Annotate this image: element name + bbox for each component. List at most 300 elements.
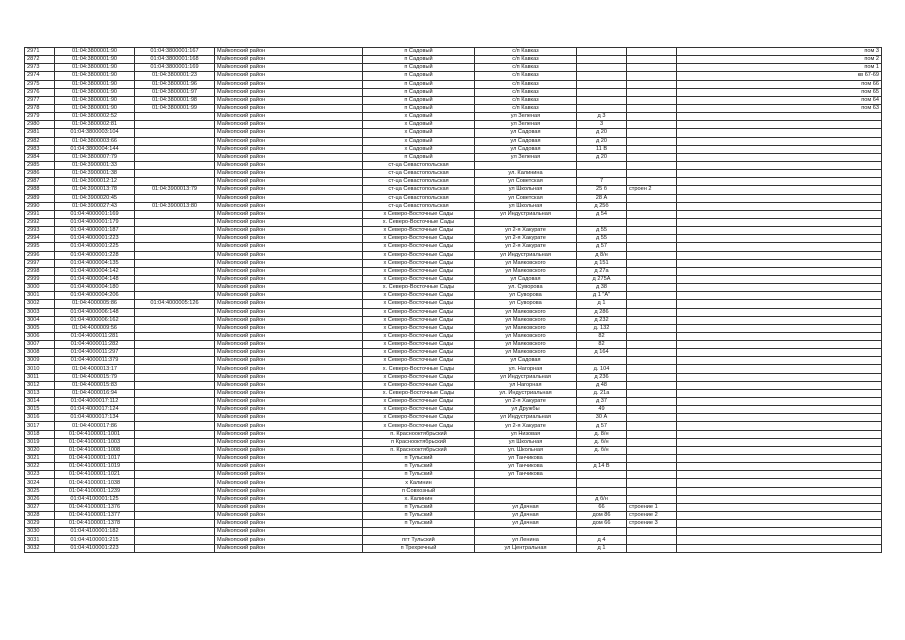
table-cell: Майкопский район (215, 194, 363, 202)
table-cell: х Северо-Восточные Сады (363, 259, 475, 267)
table-cell: Майкопский район (215, 170, 363, 178)
table-cell (135, 161, 215, 169)
table-cell: Майкопский район (215, 512, 363, 520)
table-cell: 2974 (25, 72, 55, 80)
table-cell (627, 235, 677, 243)
table-cell (677, 153, 882, 161)
table-cell: 01:04:3800001:168 (135, 56, 215, 64)
table-cell (475, 479, 577, 487)
table-cell: ул Танчикова (475, 471, 577, 479)
table-cell (627, 210, 677, 218)
table-cell: 2984 (25, 153, 55, 161)
table-cell: ст-ца Севастопольская (363, 161, 475, 169)
table-cell: п. Краснооктябрьский (363, 446, 475, 454)
table-cell (677, 503, 882, 511)
table-cell: ул Маяковского (475, 308, 577, 316)
table-cell (677, 471, 882, 479)
table-cell: 3 (577, 121, 627, 129)
table-cell: 2990 (25, 202, 55, 210)
table-cell: Майкопский район (215, 178, 363, 186)
table-cell: 01:04:4000006:148 (55, 308, 135, 316)
table-cell (135, 267, 215, 275)
table-cell: 3025 (25, 487, 55, 495)
table-cell: х. Северо-Восточные Сады (363, 218, 475, 226)
table-cell (677, 487, 882, 495)
table-cell (677, 544, 882, 552)
table-cell: п Садовый (363, 64, 475, 72)
table-cell (135, 121, 215, 129)
table-cell: с/п Кавказ (475, 88, 577, 96)
table-cell: ст-ца Севастопольская (363, 178, 475, 186)
table-cell: п Тульский (363, 463, 475, 471)
table-cell (135, 324, 215, 332)
table-cell: 2991 (25, 210, 55, 218)
table-cell: 01:04:3800001:90 (55, 56, 135, 64)
table-cell: 01:04:3800004:144 (55, 145, 135, 153)
table-cell (677, 194, 882, 202)
table-cell: 3009 (25, 357, 55, 365)
table-cell: Майкопский район (215, 235, 363, 243)
table-cell (627, 414, 677, 422)
table-cell (135, 292, 215, 300)
table-cell: Майкопский район (215, 104, 363, 112)
table-cell (627, 292, 677, 300)
table-cell (677, 316, 882, 324)
table-cell: Майкопский район (215, 210, 363, 218)
table-row (25, 251, 882, 259)
table-cell (627, 495, 677, 503)
table-cell: 2982 (25, 137, 55, 145)
table-cell: д 164 (577, 349, 627, 357)
data-table (24, 47, 882, 553)
table-cell (677, 438, 882, 446)
table-cell: 3023 (25, 471, 55, 479)
table-cell: д 232 (577, 316, 627, 324)
table-cell: ул 2-я Хакурате (475, 398, 577, 406)
table-cell: 01:04:3800007:79 (55, 153, 135, 161)
table-cell: п Садовый (363, 96, 475, 104)
table-cell (627, 72, 677, 80)
table-cell (627, 471, 677, 479)
table-cell (135, 113, 215, 121)
table-cell (677, 113, 882, 121)
table-cell (627, 324, 677, 332)
table-row (25, 406, 882, 414)
table-cell (677, 455, 882, 463)
table-cell: Майкопский район (215, 153, 363, 161)
table-cell (135, 178, 215, 186)
table-cell (627, 381, 677, 389)
table-cell: 01:04:4000017:134 (55, 414, 135, 422)
table-cell: х Садовый (363, 121, 475, 129)
table-cell (677, 414, 882, 422)
table-cell (627, 332, 677, 340)
table-row (25, 80, 882, 88)
table-cell: Майкопский район (215, 389, 363, 397)
table-cell: Майкопский район (215, 72, 363, 80)
table-row (25, 56, 882, 64)
table-cell: Майкопский район (215, 422, 363, 430)
table-cell: Майкопский район (215, 471, 363, 479)
table-cell (135, 243, 215, 251)
table-row (25, 259, 882, 267)
table-cell: Майкопский район (215, 275, 363, 283)
table-cell: ул Советская (475, 194, 577, 202)
table-cell: д 25б (577, 202, 627, 210)
table-cell: 01:04:4100001:223 (55, 544, 135, 552)
table-cell: 3019 (25, 438, 55, 446)
table-cell (677, 406, 882, 414)
table-cell: х Северо-Восточные Сады (363, 373, 475, 381)
table-cell: Майкопский район (215, 259, 363, 267)
table-cell: д 286 (577, 308, 627, 316)
table-cell (677, 357, 882, 365)
table-cell: кв 67-69 (677, 72, 882, 80)
table-cell: с/п Кавказ (475, 72, 577, 80)
table-cell: д 1 "А" (577, 292, 627, 300)
table-row (25, 414, 882, 422)
table-row (25, 292, 882, 300)
table-cell (677, 129, 882, 137)
table-cell: пом 65 (677, 88, 882, 96)
table-cell (577, 357, 627, 365)
table-cell: ул Дачная (475, 520, 577, 528)
table-cell: 2997 (25, 259, 55, 267)
table-cell: дом 66 (577, 520, 627, 528)
table-cell: ул Зеленая (475, 121, 577, 129)
table-row (25, 316, 882, 324)
table-cell: 01:04:3800001:96 (135, 80, 215, 88)
table-cell (627, 161, 677, 169)
table-cell: 01:04:3900013:78 (55, 186, 135, 194)
table-cell: 01:04:3800001:167 (135, 48, 215, 56)
table-cell: д 54 (577, 210, 627, 218)
table-cell: д 55 (577, 227, 627, 235)
table-cell: Майкопский район (215, 520, 363, 528)
table-cell: х Северо-Восточные Сады (363, 341, 475, 349)
table-row (25, 308, 882, 316)
table-cell: Майкопский район (215, 455, 363, 463)
table-row (25, 479, 882, 487)
table-cell: х Северо-Восточные Сады (363, 422, 475, 430)
table-cell (677, 227, 882, 235)
table-row (25, 357, 882, 365)
table-cell (677, 381, 882, 389)
table-cell: д. б/н (577, 446, 627, 454)
table-row (25, 129, 882, 137)
table-cell: х Калинин (363, 479, 475, 487)
table-cell: х Северо-Восточные Сады (363, 349, 475, 357)
table-cell: ул. Суворова (475, 284, 577, 292)
table-cell: Майкопский район (215, 121, 363, 129)
table-cell (135, 463, 215, 471)
table-cell: х Северо-Восточные Сады (363, 406, 475, 414)
table-cell: строение 3 (627, 520, 677, 528)
table-cell (677, 422, 882, 430)
table-cell: Майкопский район (215, 365, 363, 373)
table-cell: ул Танчикова (475, 455, 577, 463)
table-cell: Майкопский район (215, 463, 363, 471)
table-cell: Майкопский район (215, 80, 363, 88)
table-cell: 2988 (25, 186, 55, 194)
table-cell: с/п Кавказ (475, 104, 577, 112)
table-cell: ул Ленина (475, 536, 577, 544)
table-cell (135, 446, 215, 454)
table-cell: 01:04:3800002:52 (55, 113, 135, 121)
table-cell: х. Северо-Восточные Сады (363, 389, 475, 397)
table-cell: ул Зеленая (475, 153, 577, 161)
table-cell (135, 455, 215, 463)
table-row (25, 512, 882, 520)
table-row (25, 389, 882, 397)
table-cell: пом 1 (677, 64, 882, 72)
table-cell: 01:04:3900027:43 (55, 202, 135, 210)
table-cell (627, 48, 677, 56)
table-cell: Майкопский район (215, 487, 363, 495)
table-cell: х Садовый (363, 145, 475, 153)
table-cell (677, 463, 882, 471)
table-cell (627, 227, 677, 235)
table-cell: Майкопский район (215, 145, 363, 153)
table-cell: х Северо-Восточные Сады (363, 292, 475, 300)
table-cell (627, 96, 677, 104)
table-row (25, 528, 882, 536)
table-cell: Майкопский район (215, 536, 363, 544)
table-cell: д. 104 (577, 365, 627, 373)
table-cell: 3001 (25, 292, 55, 300)
table-cell (577, 170, 627, 178)
table-cell (135, 275, 215, 283)
table-cell: 01:04:3800001:169 (135, 64, 215, 72)
table-cell: 01:04:4000013:17 (55, 365, 135, 373)
table-cell: 2999 (25, 275, 55, 283)
table-cell: 01:04:4000001:223 (55, 235, 135, 243)
table-cell (627, 406, 677, 414)
table-cell: д 38 (577, 284, 627, 292)
table-cell: ул 2-я Хакурате (475, 235, 577, 243)
table-cell: х. Северо-Восточные Сады (363, 284, 475, 292)
table-cell (677, 145, 882, 153)
table-cell: 3000 (25, 284, 55, 292)
table-cell: д 4 (577, 536, 627, 544)
table-row (25, 96, 882, 104)
table-cell (627, 349, 677, 357)
table-cell: д 20 (577, 137, 627, 145)
table-cell: х Северо-Восточные Сады (363, 227, 475, 235)
table-cell: с/п Кавказ (475, 48, 577, 56)
table-cell: ул. Школьная (475, 446, 577, 454)
table-cell: 2995 (25, 243, 55, 251)
table-cell (577, 528, 627, 536)
table-cell: пом 3 (677, 48, 882, 56)
table-cell (627, 487, 677, 495)
table-cell (677, 218, 882, 226)
table-row (25, 227, 882, 235)
table-cell (677, 341, 882, 349)
table-row (25, 48, 882, 56)
table-cell: ул Суворова (475, 292, 577, 300)
table-cell (577, 88, 627, 96)
table-cell: х Северо-Восточные Сады (363, 316, 475, 324)
table-cell: 3004 (25, 316, 55, 324)
table-cell: ул 2-я Хакурате (475, 243, 577, 251)
table-row (25, 365, 882, 373)
table-cell: 30 А (577, 414, 627, 422)
table-cell (627, 544, 677, 552)
table-cell (627, 300, 677, 308)
table-cell: с/п Кавказ (475, 64, 577, 72)
table-cell: Майкопский район (215, 430, 363, 438)
table-cell: 3017 (25, 422, 55, 430)
table-cell (677, 389, 882, 397)
table-row (25, 381, 882, 389)
table-row (25, 324, 882, 332)
table-cell: 01:04:4000005:86 (55, 300, 135, 308)
table-cell: Майкопский район (215, 544, 363, 552)
table-cell: п Садовый (363, 104, 475, 112)
table-cell: ул. Калинина (475, 170, 577, 178)
table-cell (135, 406, 215, 414)
table-cell: х Садовый (363, 137, 475, 145)
table-cell (135, 373, 215, 381)
table-cell (627, 145, 677, 153)
table-cell: х Северо-Восточные Сады (363, 235, 475, 243)
table-cell: 2976 (25, 88, 55, 96)
table-cell: Майкопский район (215, 300, 363, 308)
table-cell (627, 80, 677, 88)
table-cell: ст-ца Севастопольская (363, 170, 475, 178)
table-cell: 2980 (25, 121, 55, 129)
table-row (25, 332, 882, 340)
table-cell (627, 479, 677, 487)
table-row (25, 235, 882, 243)
table-cell (677, 292, 882, 300)
table-cell (677, 308, 882, 316)
table-cell: 11 В (577, 145, 627, 153)
table-cell (135, 332, 215, 340)
table-cell (627, 341, 677, 349)
table-cell: п Краснооктябрьский (363, 438, 475, 446)
table-cell (135, 308, 215, 316)
table-cell: 01:04:4000006:162 (55, 316, 135, 324)
table-cell: 01:04:4100001:1377 (55, 512, 135, 520)
table-cell: 3013 (25, 389, 55, 397)
table-cell: д. 132 (577, 324, 627, 332)
table-row (25, 398, 882, 406)
table-cell: 01:04:4100001:1376 (55, 503, 135, 511)
table-cell: х Садовый (363, 129, 475, 137)
table-cell: ул Маяковского (475, 332, 577, 340)
table-cell (135, 284, 215, 292)
table-cell: пом 2 (677, 56, 882, 64)
table-cell (627, 528, 677, 536)
table-cell: 01:04:4000015:79 (55, 373, 135, 381)
table-row (25, 446, 882, 454)
table-row (25, 284, 882, 292)
table-cell: 01:04:4000001:228 (55, 251, 135, 259)
table-cell: 3012 (25, 381, 55, 389)
table-cell: д 57 (577, 422, 627, 430)
table-cell (135, 520, 215, 528)
table-cell: д 20 (577, 153, 627, 161)
table-cell: ул Садовая (475, 275, 577, 283)
table-cell (627, 373, 677, 381)
table-cell: д. 21а (577, 389, 627, 397)
table-cell: 01:04:3900012:12 (55, 178, 135, 186)
table-cell (677, 520, 882, 528)
table-cell: Майкопский район (215, 137, 363, 145)
table-cell: 01:04:3800001:90 (55, 96, 135, 104)
table-cell: Майкопский район (215, 218, 363, 226)
table-cell: 2973 (25, 64, 55, 72)
table-cell (627, 56, 677, 64)
table-cell: 01:04:3800003:104 (55, 129, 135, 137)
table-row (25, 210, 882, 218)
table-cell: 01:04:3800001:90 (55, 48, 135, 56)
table-cell: ул Дачная (475, 512, 577, 520)
table-cell (135, 357, 215, 365)
table-cell (677, 365, 882, 373)
table-cell: 01:04:4100001:1239 (55, 487, 135, 495)
table-cell: 3014 (25, 398, 55, 406)
table-cell (627, 218, 677, 226)
table-cell (135, 512, 215, 520)
table-cell: 01:04:4000001:179 (55, 218, 135, 226)
table-cell (577, 455, 627, 463)
table-cell: 01:04:3900013:79 (135, 186, 215, 194)
table-cell: ул Школьная (475, 186, 577, 194)
table-cell: ул Маяковского (475, 349, 577, 357)
table-cell: 2975 (25, 80, 55, 88)
table-cell (135, 235, 215, 243)
table-cell (627, 104, 677, 112)
table-cell (627, 88, 677, 96)
table-cell (677, 512, 882, 520)
table-cell (677, 178, 882, 186)
table-cell: 49 (577, 406, 627, 414)
table-cell: строение 1 (627, 503, 677, 511)
table-cell: 01:04:4000017:124 (55, 406, 135, 414)
table-cell: 2998 (25, 267, 55, 275)
table-cell: Майкопский район (215, 186, 363, 194)
table-cell (627, 267, 677, 275)
table-cell: 01:04:4000009:56 (55, 324, 135, 332)
table-cell (135, 389, 215, 397)
table-cell: 01:04:4000004:142 (55, 267, 135, 275)
table-cell (677, 235, 882, 243)
table-row (25, 487, 882, 495)
table-cell: строение 2 (627, 512, 677, 520)
table-cell: д 236 (577, 373, 627, 381)
table-cell: Майкопский район (215, 243, 363, 251)
table-cell: 01:04:4000011:379 (55, 357, 135, 365)
table-cell: д 3 (577, 113, 627, 121)
table-cell: Майкопский район (215, 495, 363, 503)
table-cell: пгт Тульский (363, 536, 475, 544)
table-cell: Майкопский район (215, 64, 363, 72)
table-cell: Майкопский район (215, 308, 363, 316)
table-cell: х Северо-Восточные Сады (363, 357, 475, 365)
table-row (25, 194, 882, 202)
table-cell (627, 259, 677, 267)
table-cell (475, 218, 577, 226)
table-cell: ул Школьная (475, 438, 577, 446)
table-cell (577, 80, 627, 88)
table-cell: Майкопский район (215, 267, 363, 275)
table-cell (135, 194, 215, 202)
table-cell: 01:04:4100001:1038 (55, 479, 135, 487)
table-cell: ст-ца Севастопольская (363, 202, 475, 210)
